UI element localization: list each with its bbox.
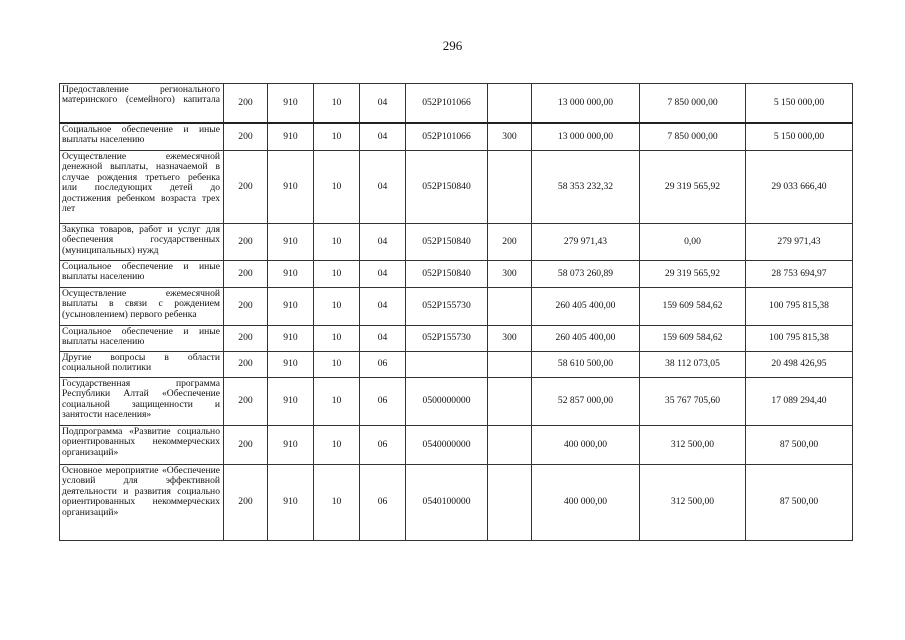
cell-amount-1: 58 073 260,89 xyxy=(532,261,640,288)
page-number: 296 xyxy=(442,38,463,53)
cell-code-1: 200 xyxy=(224,352,268,378)
cell-expense-type xyxy=(488,151,532,224)
cell-target-code xyxy=(406,352,488,378)
cell-amount-1: 13 000 000,00 xyxy=(532,123,640,151)
cell-target-code: 052P101066 xyxy=(406,84,488,123)
table-row xyxy=(60,288,853,326)
cell-amount-2: 38 112 073,05 xyxy=(640,352,746,378)
cell-target-code: 0540100000 xyxy=(406,465,488,541)
cell-amount-2: 7 850 000,00 xyxy=(640,84,746,123)
cell-section: 10 xyxy=(314,465,360,541)
cell-expense-type xyxy=(488,426,532,465)
cell-code-1: 200 xyxy=(224,261,268,288)
cell-code-2: 910 xyxy=(268,261,314,288)
cell-amount-1: 13 000 000,00 xyxy=(532,84,640,123)
row-description: Социальное обеспечение и иные выплаты населению xyxy=(60,261,224,288)
cell-subsection: 04 xyxy=(360,151,406,224)
cell-subsection: 04 xyxy=(360,261,406,288)
row-description: Осуществление ежемесячной выплаты в связи с рождением (усыновлением) первого ребенка xyxy=(60,288,224,326)
cell-amount-2: 29 319 565,92 xyxy=(640,261,746,288)
cell-amount-2: 29 319 565,92 xyxy=(640,151,746,224)
cell-target-code: 052P150840 xyxy=(406,261,488,288)
cell-code-2: 910 xyxy=(268,123,314,151)
cell-target-code: 052P155730 xyxy=(406,326,488,352)
cell-amount-2: 0,00 xyxy=(640,224,746,261)
cell-subsection: 04 xyxy=(360,84,406,123)
row-description: Осуществление ежемесячной денежной выплаты, назначаемой в случае рождения третьего ребенка или последующих детей до достижения ребенком возраста трех лет xyxy=(60,151,224,224)
cell-amount-3: 279 971,43 xyxy=(746,224,853,261)
cell-code-2: 910 xyxy=(268,151,314,224)
cell-amount-2: 312 500,00 xyxy=(640,465,746,541)
cell-amount-1: 52 857 000,00 xyxy=(532,378,640,426)
cell-subsection: 04 xyxy=(360,123,406,151)
row-description: Другие вопросы в области социальной политики xyxy=(60,352,224,378)
cell-section: 10 xyxy=(314,426,360,465)
cell-amount-3: 5 150 000,00 xyxy=(746,123,853,151)
table-row xyxy=(60,352,853,378)
cell-expense-type xyxy=(488,84,532,123)
cell-amount-2: 35 767 705,60 xyxy=(640,378,746,426)
cell-code-1: 200 xyxy=(224,123,268,151)
table-row xyxy=(60,84,853,123)
budget-table xyxy=(59,83,853,541)
cell-section: 10 xyxy=(314,352,360,378)
cell-amount-3: 100 795 815,38 xyxy=(746,288,853,326)
cell-section: 10 xyxy=(314,326,360,352)
row-description: Основное мероприятие «Обеспечение условий для эффективной деятельности и развития социально ориентированных некоммерческих организаций» xyxy=(60,465,224,541)
cell-code-2: 910 xyxy=(268,224,314,261)
table-row xyxy=(60,426,853,465)
table-row xyxy=(60,123,853,151)
cell-code-1: 200 xyxy=(224,326,268,352)
cell-section: 10 xyxy=(314,84,360,123)
row-description: Подпрограмма «Развитие социально ориентированных некоммерческих организаций» xyxy=(60,426,224,465)
table-row xyxy=(60,378,853,426)
cell-amount-1: 279 971,43 xyxy=(532,224,640,261)
cell-code-2: 910 xyxy=(268,288,314,326)
cell-code-1: 200 xyxy=(224,224,268,261)
cell-subsection: 06 xyxy=(360,352,406,378)
cell-amount-2: 7 850 000,00 xyxy=(640,123,746,151)
cell-subsection: 06 xyxy=(360,465,406,541)
cell-expense-type: 300 xyxy=(488,326,532,352)
cell-code-2: 910 xyxy=(268,378,314,426)
cell-amount-3: 5 150 000,00 xyxy=(746,84,853,123)
table-row xyxy=(60,465,853,541)
cell-amount-1: 58 610 500,00 xyxy=(532,352,640,378)
cell-code-2: 910 xyxy=(268,326,314,352)
table-row xyxy=(60,224,853,261)
table-row xyxy=(60,261,853,288)
row-description: Социальное обеспечение и иные выплаты населению xyxy=(60,123,224,151)
cell-expense-type: 300 xyxy=(488,261,532,288)
cell-section: 10 xyxy=(314,288,360,326)
cell-code-1: 200 xyxy=(224,426,268,465)
cell-amount-1: 260 405 400,00 xyxy=(532,288,640,326)
cell-section: 10 xyxy=(314,151,360,224)
row-description: Закупка товаров, работ и услуг для обеспечения государственных (муниципальных) нужд xyxy=(60,224,224,261)
cell-amount-3: 28 753 694,97 xyxy=(746,261,853,288)
cell-expense-type: 200 xyxy=(488,224,532,261)
cell-expense-type xyxy=(488,352,532,378)
cell-code-1: 200 xyxy=(224,465,268,541)
cell-amount-3: 100 795 815,38 xyxy=(746,326,853,352)
cell-target-code: 052P101066 xyxy=(406,123,488,151)
row-description: Социальное обеспечение и иные выплаты населению xyxy=(60,326,224,352)
cell-subsection: 06 xyxy=(360,378,406,426)
cell-amount-1: 400 000,00 xyxy=(532,426,640,465)
cell-code-1: 200 xyxy=(224,288,268,326)
cell-amount-2: 159 609 584,62 xyxy=(640,288,746,326)
cell-expense-type xyxy=(488,378,532,426)
cell-section: 10 xyxy=(314,224,360,261)
cell-section: 10 xyxy=(314,123,360,151)
cell-expense-type: 300 xyxy=(488,123,532,151)
cell-amount-3: 17 089 294,40 xyxy=(746,378,853,426)
cell-code-2: 910 xyxy=(268,352,314,378)
row-description: Государственная программа Республики Алтай «Обеспечение социальной защищенности и занятости населения» xyxy=(60,378,224,426)
cell-code-1: 200 xyxy=(224,378,268,426)
cell-section: 10 xyxy=(314,378,360,426)
cell-code-2: 910 xyxy=(268,426,314,465)
cell-amount-2: 159 609 584,62 xyxy=(640,326,746,352)
cell-amount-1: 260 405 400,00 xyxy=(532,326,640,352)
cell-subsection: 04 xyxy=(360,326,406,352)
cell-target-code: 052P150840 xyxy=(406,151,488,224)
cell-amount-3: 87 500,00 xyxy=(746,426,853,465)
cell-amount-3: 87 500,00 xyxy=(746,465,853,541)
cell-target-code: 052P150840 xyxy=(406,224,488,261)
cell-expense-type xyxy=(488,465,532,541)
cell-subsection: 06 xyxy=(360,426,406,465)
cell-target-code: 052P155730 xyxy=(406,288,488,326)
cell-target-code: 0500000000 xyxy=(406,378,488,426)
cell-amount-1: 400 000,00 xyxy=(532,465,640,541)
cell-code-1: 200 xyxy=(224,151,268,224)
cell-amount-3: 20 498 426,95 xyxy=(746,352,853,378)
table-row xyxy=(60,151,853,224)
cell-target-code: 0540000000 xyxy=(406,426,488,465)
cell-amount-3: 29 033 666,40 xyxy=(746,151,853,224)
cell-code-2: 910 xyxy=(268,465,314,541)
cell-amount-1: 58 353 232,32 xyxy=(532,151,640,224)
cell-amount-2: 312 500,00 xyxy=(640,426,746,465)
cell-code-1: 200 xyxy=(224,84,268,123)
cell-subsection: 04 xyxy=(360,224,406,261)
cell-code-2: 910 xyxy=(268,84,314,123)
cell-section: 10 xyxy=(314,261,360,288)
row-description: Предоставление регионального материнского (семейного) капитала xyxy=(60,84,224,123)
cell-expense-type xyxy=(488,288,532,326)
cell-subsection: 04 xyxy=(360,288,406,326)
table-row xyxy=(60,326,853,352)
